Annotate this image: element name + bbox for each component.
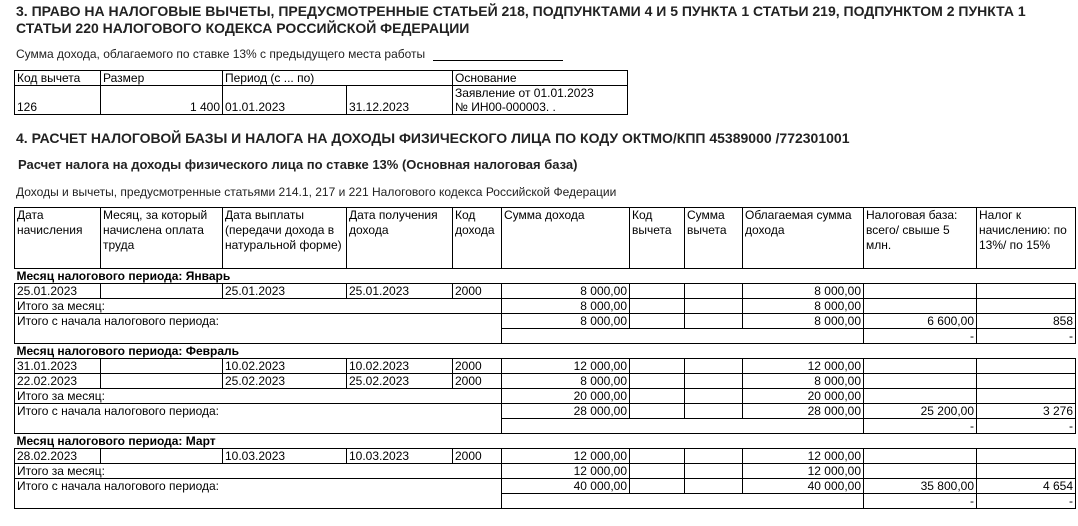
month-total-tax (977, 389, 1076, 404)
month-total-deduction-code (630, 464, 685, 479)
section3-title: 3. ПРАВО НА НАЛОГОВЫЕ ВЫЧЕТЫ, ПРЕДУСМОТРЕННЫЕ СТАТЬЕЙ 218, ПОДПУНКТАМИ 4 И 5 ПУНКТА 1 СТАТЬИ 219, ПОДПУНКТОМ 2 ПУНКТА 1 СТАТЬИ 220 НАЛОГОВОГО КОДЕКСА РОССИЙСКОЙ ФЕДЕРАЦИИ (16, 3, 1026, 36)
tax-base (864, 359, 977, 374)
month-total-deduction-sum (685, 299, 743, 314)
ytd-over-tax: - (977, 494, 1076, 509)
deduction-code (630, 284, 685, 299)
month-total-sum: 20 000,00 (502, 389, 630, 404)
tax-accrued (977, 374, 1076, 389)
month-total-deduction-sum (685, 389, 743, 404)
receive-date: 25.02.2023 (347, 374, 453, 389)
tax-accrued (977, 449, 1076, 464)
header-deduction-basis: Основание (453, 71, 628, 86)
section4-note: Доходы и вычеты, предусмотренные статьями 214.1, 217 и 221 Налогового кодекса Российской Федерации (16, 185, 617, 199)
header-month: Месяц, за который начислена оплата труда (101, 208, 223, 269)
income-code: 2000 (453, 359, 502, 374)
deduction-sum (685, 284, 743, 299)
ytd-total-deduction-code (630, 404, 685, 419)
ytd-over-base: - (864, 494, 977, 509)
accrual-date: 25.01.2023 (15, 284, 101, 299)
pay-date: 10.02.2023 (223, 359, 347, 374)
month-total-taxable: 20 000,00 (743, 389, 864, 404)
ytd-total-tax: 3 276 (977, 404, 1076, 419)
header-taxable-sum: Облагаемая сумма дохода (743, 208, 864, 269)
deduction-to: 31.12.2023 (347, 86, 453, 115)
header-tax-accrued: Налог к начислению: по 13%/ по 15% (977, 208, 1076, 269)
accrual-month (101, 449, 223, 464)
month-total-row (15, 299, 1076, 314)
accrual-date: 31.01.2023 (15, 359, 101, 374)
tax-accrued (977, 359, 1076, 374)
deduction-sum (685, 449, 743, 464)
ytd-total-base: 35 800,00 (864, 479, 977, 494)
month-total-label: Итого за месяц: (15, 389, 502, 404)
deduction-basis-line1: Заявление от 01.01.2023 (455, 86, 594, 100)
deduction-basis (453, 86, 628, 115)
deduction-sum (685, 359, 743, 374)
taxable-sum: 12 000,00 (743, 359, 864, 374)
tax-calc-table (14, 207, 1076, 509)
header-income-sum: Сумма дохода (502, 208, 630, 269)
income-sum: 8 000,00 (502, 284, 630, 299)
ytd-over-base: - (864, 329, 977, 344)
accrual-month (101, 359, 223, 374)
deduction-code (630, 449, 685, 464)
ytd-total-deduction-code (630, 314, 685, 329)
deductions-row (15, 86, 628, 115)
month-section-title: Месяц налогового периода: Январь (15, 269, 1076, 284)
income-code: 2000 (453, 284, 502, 299)
ytd-total-sum: 40 000,00 (502, 479, 630, 494)
taxable-sum: 8 000,00 (743, 374, 864, 389)
ytd-total-label: Итого с начала налогового периода: (15, 314, 502, 344)
table-row (15, 284, 1076, 299)
header-deduction-size: Размер (101, 71, 223, 86)
ytd-total-deduction-sum (685, 479, 743, 494)
pay-date: 25.02.2023 (223, 374, 347, 389)
income-code: 2000 (453, 374, 502, 389)
income-code: 2000 (453, 449, 502, 464)
header-tax-base: Налоговая база: всего/ свыше 5 млн. (864, 208, 977, 269)
month-total-row (15, 389, 1076, 404)
month-total-taxable: 12 000,00 (743, 464, 864, 479)
month-total-deduction-code (630, 299, 685, 314)
ytd-total-row (15, 314, 1076, 329)
month-total-sum: 12 000,00 (502, 464, 630, 479)
month-total-taxable: 8 000,00 (743, 299, 864, 314)
accrual-month (101, 374, 223, 389)
receive-date: 10.02.2023 (347, 359, 453, 374)
ytd-total-sum: 28 000,00 (502, 404, 630, 419)
ytd-over-blank (502, 419, 864, 434)
ytd-total-taxable: 40 000,00 (743, 479, 864, 494)
taxable-sum: 12 000,00 (743, 449, 864, 464)
pay-date: 10.03.2023 (223, 449, 347, 464)
prev-income-label: Сумма дохода, облагаемого по ставке 13% с предыдущего места работы (16, 47, 426, 61)
receive-date: 10.03.2023 (347, 449, 453, 464)
receive-date: 25.01.2023 (347, 284, 453, 299)
ytd-over-base: - (864, 419, 977, 434)
income-sum: 12 000,00 (502, 449, 630, 464)
deductions-table (14, 70, 628, 115)
month-total-label: Итого за месяц: (15, 299, 502, 314)
ytd-total-deduction-sum (685, 404, 743, 419)
pay-date: 25.01.2023 (223, 284, 347, 299)
table-row (15, 449, 1076, 464)
ytd-over-tax: - (977, 419, 1076, 434)
ytd-total-label: Итого с начала налогового периода: (15, 479, 502, 509)
ytd-total-base: 6 600,00 (864, 314, 977, 329)
header-deduction-code: Код вычета (15, 71, 101, 86)
tax-base (864, 374, 977, 389)
deduction-basis-line2: № ИН00-000003. . (455, 100, 556, 114)
ytd-total-tax: 4 654 (977, 479, 1076, 494)
month-total-base (864, 389, 977, 404)
ytd-total-row (15, 479, 1076, 494)
ytd-over-blank (502, 494, 864, 509)
accrual-month (101, 284, 223, 299)
section4-subtitle: Расчет налога на доходы физического лица по ставке 13% (Основная налоговая база) (18, 157, 578, 172)
deduction-sum (685, 374, 743, 389)
month-section-title: Месяц налогового периода: Февраль (15, 344, 1076, 359)
deduction-from: 01.01.2023 (223, 86, 347, 115)
month-total-base (864, 464, 977, 479)
month-total-row (15, 464, 1076, 479)
ytd-total-tax: 858 (977, 314, 1076, 329)
tax-base (864, 284, 977, 299)
tax-base (864, 449, 977, 464)
accrual-date: 28.02.2023 (15, 449, 101, 464)
month-total-deduction-sum (685, 464, 743, 479)
deductions-header-row (15, 71, 628, 86)
month-total-sum: 8 000,00 (502, 299, 630, 314)
header-deduction-sum: Сумма вычета (685, 208, 743, 269)
month-section-row (15, 434, 1076, 449)
ytd-total-deduction-code (630, 479, 685, 494)
month-total-base (864, 299, 977, 314)
income-sum: 12 000,00 (502, 359, 630, 374)
ytd-total-deduction-sum (685, 314, 743, 329)
taxable-sum: 8 000,00 (743, 284, 864, 299)
ytd-total-sum: 8 000,00 (502, 314, 630, 329)
month-section-title: Месяц налогового периода: Март (15, 434, 1076, 449)
ytd-total-base: 25 200,00 (864, 404, 977, 419)
header-deduction-period: Период (с ... по) (223, 71, 453, 86)
header-deduction-code: Код вычета (630, 208, 685, 269)
deduction-code (630, 374, 685, 389)
prev-income-line (16, 47, 563, 61)
ytd-total-taxable: 8 000,00 (743, 314, 864, 329)
month-total-deduction-code (630, 389, 685, 404)
income-sum: 8 000,00 (502, 374, 630, 389)
month-total-tax (977, 464, 1076, 479)
ytd-over-blank (502, 329, 864, 344)
section4-title: 4. РАСЧЕТ НАЛОГОВОЙ БАЗЫ И НАЛОГА НА ДОХОДЫ ФИЗИЧЕСКОГО ЛИЦА ПО КОДУ ОКТМО/КПП 45389000 /772301001 (16, 130, 850, 146)
deduction-code: 126 (15, 86, 101, 115)
prev-income-blank (433, 48, 563, 61)
header-income-code: Код дохода (453, 208, 502, 269)
month-total-label: Итого за месяц: (15, 464, 502, 479)
header-accrual-date: Дата начисления (15, 208, 101, 269)
ytd-total-label: Итого с начала налогового периода: (15, 404, 502, 434)
month-total-tax (977, 299, 1076, 314)
month-section-row (15, 269, 1076, 284)
deduction-size: 1 400 (101, 86, 223, 115)
month-section-row (15, 344, 1076, 359)
ytd-over-tax: - (977, 329, 1076, 344)
ytd-total-taxable: 28 000,00 (743, 404, 864, 419)
tax-header-row (15, 208, 1076, 269)
table-row (15, 374, 1076, 389)
ytd-total-row (15, 404, 1076, 419)
deduction-code (630, 359, 685, 374)
tax-accrued (977, 284, 1076, 299)
accrual-date: 22.02.2023 (15, 374, 101, 389)
header-receive-date: Дата получения дохода (347, 208, 453, 269)
table-row (15, 359, 1076, 374)
header-pay-date: Дата выплаты (передачи дохода в натуральной форме) (223, 208, 347, 269)
